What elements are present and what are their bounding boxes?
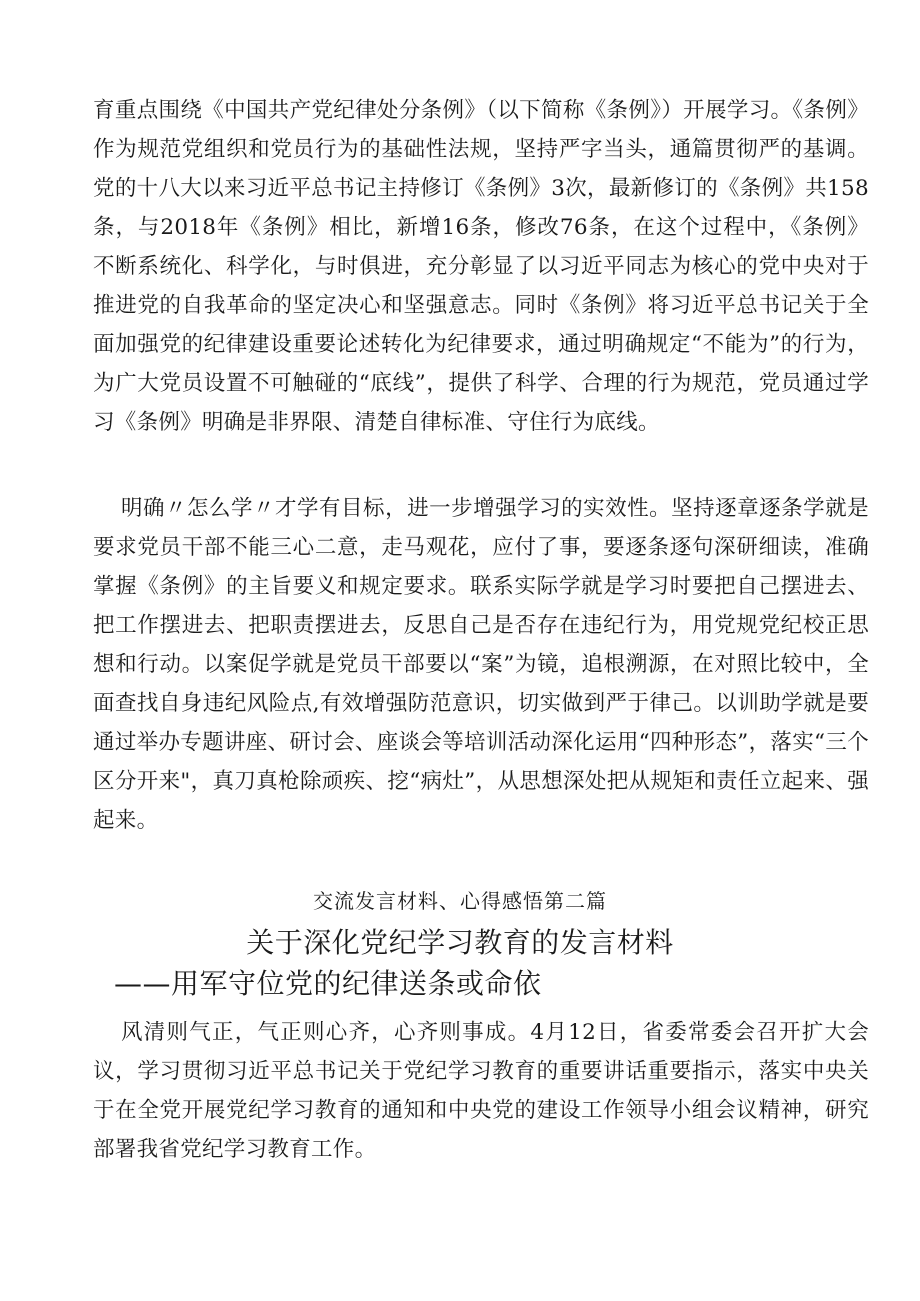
document-subtitle: ——用军守位党的纪律送条或命依 (114, 967, 542, 1000)
body-paragraph: 育重点围绕《中国共产党纪律处分条例》（以下简称《条例》）开展学习。《条例》作为规范党组织和党员行为的基础性法规，坚持严字当头，通篇贯彻严的基调。党的十八大以来习近平总书记主持修订《条例》3次，最新修订的《条例》共158条，与2018年《条例》相比，新增16条，修改76条，在这个过程中，《条例》不断系统化、科学化，与时俱进，充分彰显了以习近平同志为核心的党中央对于推进党的自我革命的坚定决心和坚强意志。同时《条例》将习近平总书记关于全面加强党的纪律建设重要论述转化为纪律要求，通过明确规定“不能为”的行为，为广大党员设置不可触碰的“底线”，提供了科学、合理的行为规范，党员通过学习《条例》明确是非界限、清楚自律标准、守住行为底线。 (93, 98, 869, 435)
document-title: 关于深化党纪学习教育的发言材料 (246, 926, 674, 959)
section-label: 交流发言材料、心得感悟第二篇 (313, 889, 607, 913)
body-paragraph: 明确〃怎么学〃才学有目标，进一步增强学习的实效性。坚持逐章逐条学就是要求党员干部不能三心二意，走马观花，应付了事，要逐条逐句深研细读，准确掌握《条例》的主旨要义和规定要求。联系实际学就是学习时要把自己摆进去、把工作摆进去、把职责摆进去，反思自己是否存在违纪行为，用党规党纪校正思想和行动。以案促学就是党员干部要以“案”为镜，追根溯源，在对照比较中，全面查找自身违纪风险点,有效增强防范意识，切实做到严于律己。以训助学就是要通过举办专题讲座、研讨会、座谈会等培训活动深化运用“四种形态”，落实“三个区分开来"，真刀真枪除顽疾、挖“病灶”，从思想深处把从规矩和责任立起来、强起来。 (93, 496, 869, 833)
body-paragraph: 风清则气正，气正则心齐，心齐则事成。4月12日，省委常委会召开扩大会议，学习贯彻习近平总书记关于党纪学习教育的重要讲话重要指示，落实中央关于在全党开展党纪学习教育的通知和中央党的建设工作领导小组会议精神，研究部署我省党纪学习教育工作。 (93, 1020, 869, 1162)
